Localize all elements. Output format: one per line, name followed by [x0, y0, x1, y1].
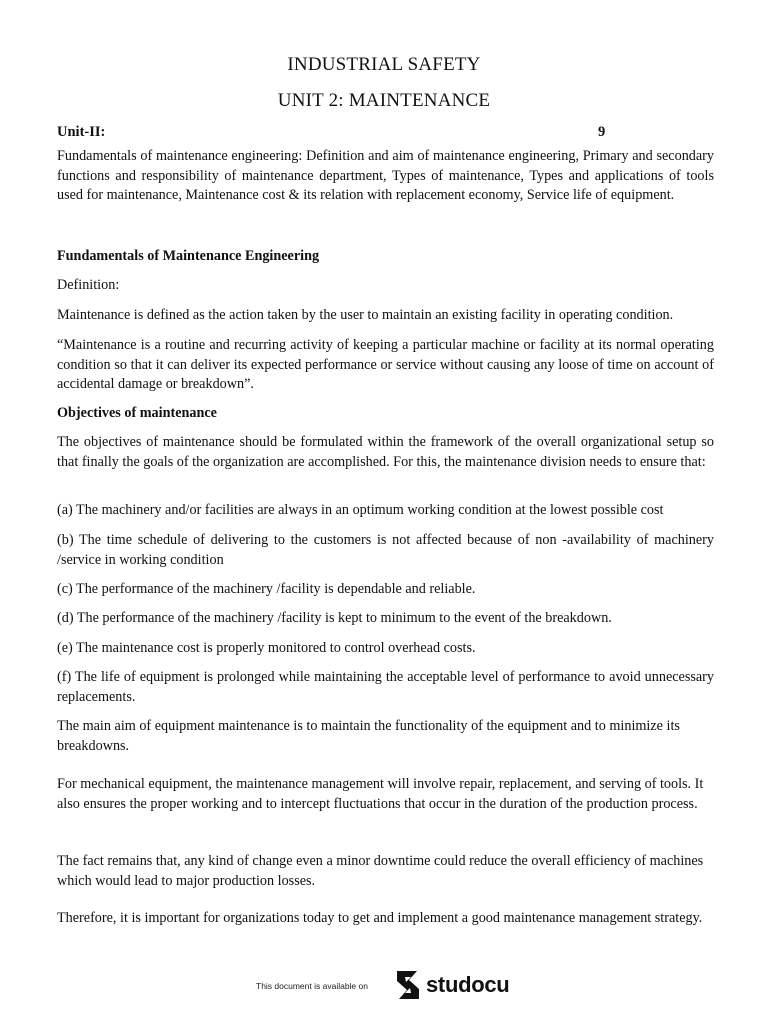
- unit-number: 9: [598, 124, 606, 140]
- studocu-logo-icon: [393, 969, 423, 1001]
- objectives-heading: Objectives of maintenance: [57, 405, 217, 421]
- downtime-paragraph: The fact remains that, any kind of change even a minor downtime could reduce the overall efficiency of machines which would lead to major production losses.: [57, 853, 704, 889]
- definition-label: Definition:: [57, 277, 120, 293]
- studocu-brand[interactable]: studocu: [426, 972, 510, 997]
- objectives-intro: The objectives of maintenance should be formulated within the framework of the overall organizational setup so that finally the goals of the organization are accomplished. For this, the maintenance division needs to ensure that:: [57, 434, 714, 470]
- unit-header: [57, 124, 617, 141]
- document-title: INDUSTRIAL SAFETY: [287, 54, 481, 75]
- definition-text: Maintenance is defined as the action taken by the user to maintain an existing facility in operating condition.: [57, 307, 674, 323]
- section-heading: Fundamentals of Maintenance Engineering: [57, 248, 320, 264]
- objective-item: (b) The time schedule of delivering to the customers is not affected because of non -availability of machinery /service in working condition: [57, 532, 714, 568]
- objective-item: (c) The performance of the machinery /facility is dependable and reliable.: [57, 581, 476, 597]
- objective-item: (f) The life of equipment is prolonged while maintaining the acceptable level of performance to avoid unnecessary replacements.: [57, 669, 714, 705]
- definition-quote: “Maintenance is a routine and recurring activity of keeping a particular machine or facility at its normal operating condition so that it can deliver its expected performance or service without causing any loose of time on account of accidental damage or breakdown”.: [57, 337, 714, 392]
- objective-item: (a) The machinery and/or facilities are always in an optimum working condition at the lowest possible cost: [57, 502, 664, 518]
- unit-title: UNIT 2: MAINTENANCE: [277, 90, 491, 111]
- aim-paragraph: The main aim of equipment maintenance is to maintain the functionality of the equipment and to minimize its breakdowns.: [57, 718, 680, 754]
- available-text: This document is available on: [256, 981, 368, 991]
- syllabus-paragraph: Fundamentals of maintenance engineering: Definition and aim of maintenance engineering, Primary and secondary functions and responsibility of maintenance department, Types of maintenance, Types and applications of tools used for maintenance, Maintenance cost & its relation with replacement economy, Service life of equipment.: [57, 148, 714, 203]
- strategy-paragraph: Therefore, it is important for organizations today to get and implement a good maintenance management strategy.: [57, 910, 703, 926]
- objective-item: (e) The maintenance cost is properly monitored to control overhead costs.: [57, 640, 476, 656]
- mechanical-paragraph: For mechanical equipment, the maintenance management will involve repair, replacement, and serving of tools. It also ensures the proper working and to intercept fluctuations that occur in the duration of the production process.: [57, 776, 704, 812]
- objective-item: (d) The performance of the machinery /facility is kept to minimum to the event of the breakdown.: [57, 610, 612, 626]
- footer-banner[interactable]: [0, 966, 768, 1006]
- unit-label: Unit-II:: [57, 124, 106, 140]
